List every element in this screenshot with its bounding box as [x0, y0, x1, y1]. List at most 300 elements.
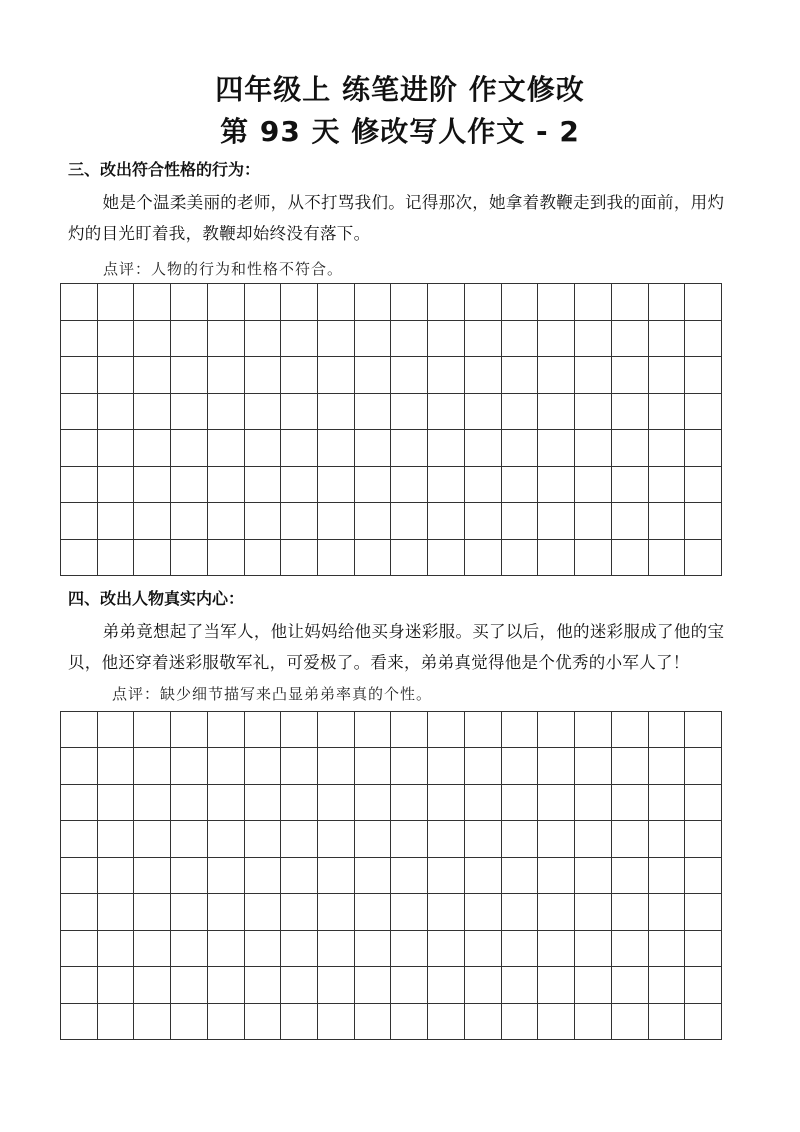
grid-cell[interactable] [61, 503, 98, 540]
grid-cell[interactable] [171, 821, 208, 857]
grid-cell[interactable] [538, 430, 575, 467]
grid-cell[interactable] [612, 540, 649, 577]
grid-cell[interactable] [575, 503, 612, 540]
grid-cell[interactable] [649, 357, 686, 394]
grid-cell[interactable] [61, 894, 98, 930]
grid-cell[interactable] [391, 540, 428, 577]
grid-cell[interactable] [318, 712, 355, 748]
grid-cell[interactable] [318, 284, 355, 321]
grid-cell[interactable] [575, 931, 612, 967]
grid-cell[interactable] [245, 467, 282, 504]
grid-cell[interactable] [98, 931, 135, 967]
grid-cell[interactable] [98, 894, 135, 930]
grid-cell[interactable] [538, 467, 575, 504]
grid-cell[interactable] [465, 357, 502, 394]
grid-cell[interactable] [685, 430, 722, 467]
grid-cell[interactable] [649, 503, 686, 540]
grid-cell[interactable] [134, 894, 171, 930]
grid-cell[interactable] [281, 1004, 318, 1040]
grid-cell[interactable] [355, 540, 392, 577]
grid-cell[interactable] [685, 321, 722, 358]
grid-cell[interactable] [134, 858, 171, 894]
grid-cell[interactable] [355, 894, 392, 930]
grid-cell[interactable] [575, 540, 612, 577]
grid-cell[interactable] [134, 321, 171, 358]
grid-cell[interactable] [465, 503, 502, 540]
grid-cell[interactable] [575, 430, 612, 467]
grid-cell[interactable] [649, 321, 686, 358]
grid-cell[interactable] [98, 748, 135, 784]
grid-cell[interactable] [318, 503, 355, 540]
grid-cell[interactable] [171, 785, 208, 821]
grid-cell[interactable] [502, 894, 539, 930]
grid-cell[interactable] [318, 321, 355, 358]
grid-cell[interactable] [465, 394, 502, 431]
grid-cell[interactable] [171, 430, 208, 467]
grid-cell[interactable] [685, 931, 722, 967]
grid-cell[interactable] [61, 931, 98, 967]
grid-cell[interactable] [318, 357, 355, 394]
grid-cell[interactable] [61, 467, 98, 504]
grid-cell[interactable] [428, 748, 465, 784]
grid-cell[interactable] [428, 858, 465, 894]
grid-cell[interactable] [502, 430, 539, 467]
grid-cell[interactable] [245, 821, 282, 857]
grid-cell[interactable] [281, 321, 318, 358]
grid-cell[interactable] [612, 967, 649, 1003]
grid-cell[interactable] [502, 748, 539, 784]
grid-cell[interactable] [61, 284, 98, 321]
grid-cell[interactable] [134, 357, 171, 394]
grid-cell[interactable] [61, 540, 98, 577]
grid-cell[interactable] [465, 967, 502, 1003]
grid-cell[interactable] [134, 540, 171, 577]
grid-cell[interactable] [98, 284, 135, 321]
grid-cell[interactable] [134, 967, 171, 1003]
grid-cell[interactable] [61, 1004, 98, 1040]
grid-cell[interactable] [245, 967, 282, 1003]
grid-cell[interactable] [575, 967, 612, 1003]
section4-writing-grid[interactable] [60, 711, 722, 1040]
grid-cell[interactable] [685, 1004, 722, 1040]
grid-cell[interactable] [98, 540, 135, 577]
grid-cell[interactable] [538, 540, 575, 577]
grid-cell[interactable] [685, 858, 722, 894]
grid-cell[interactable] [134, 931, 171, 967]
grid-cell[interactable] [134, 467, 171, 504]
grid-cell[interactable] [465, 284, 502, 321]
grid-cell[interactable] [171, 357, 208, 394]
grid-cell[interactable] [502, 858, 539, 894]
grid-cell[interactable] [98, 321, 135, 358]
grid-cell[interactable] [538, 821, 575, 857]
grid-cell[interactable] [355, 858, 392, 894]
grid-cell[interactable] [612, 357, 649, 394]
grid-cell[interactable] [465, 1004, 502, 1040]
grid-cell[interactable] [318, 540, 355, 577]
grid-cell[interactable] [281, 357, 318, 394]
grid-cell[interactable] [538, 357, 575, 394]
grid-cell[interactable] [465, 748, 502, 784]
grid-cell[interactable] [465, 821, 502, 857]
grid-cell[interactable] [465, 430, 502, 467]
grid-cell[interactable] [208, 357, 245, 394]
grid-cell[interactable] [245, 394, 282, 431]
grid-cell[interactable] [575, 821, 612, 857]
grid-cell[interactable] [355, 321, 392, 358]
grid-cell[interactable] [208, 321, 245, 358]
grid-cell[interactable] [538, 284, 575, 321]
grid-cell[interactable] [685, 503, 722, 540]
grid-cell[interactable] [575, 894, 612, 930]
grid-cell[interactable] [538, 931, 575, 967]
grid-cell[interactable] [98, 357, 135, 394]
grid-cell[interactable] [208, 821, 245, 857]
grid-cell[interactable] [98, 394, 135, 431]
grid-cell[interactable] [538, 894, 575, 930]
grid-cell[interactable] [685, 712, 722, 748]
grid-cell[interactable] [171, 894, 208, 930]
grid-cell[interactable] [134, 503, 171, 540]
grid-cell[interactable] [355, 967, 392, 1003]
grid-cell[interactable] [391, 967, 428, 1003]
grid-cell[interactable] [281, 503, 318, 540]
grid-cell[interactable] [355, 748, 392, 784]
grid-cell[interactable] [502, 931, 539, 967]
grid-cell[interactable] [649, 284, 686, 321]
grid-cell[interactable] [502, 503, 539, 540]
grid-cell[interactable] [134, 284, 171, 321]
grid-cell[interactable] [465, 712, 502, 748]
grid-cell[interactable] [208, 748, 245, 784]
grid-cell[interactable] [391, 321, 428, 358]
grid-cell[interactable] [245, 284, 282, 321]
grid-cell[interactable] [134, 1004, 171, 1040]
grid-cell[interactable] [649, 394, 686, 431]
grid-cell[interactable] [61, 748, 98, 784]
grid-cell[interactable] [245, 894, 282, 930]
grid-cell[interactable] [355, 394, 392, 431]
grid-cell[interactable] [208, 1004, 245, 1040]
grid-cell[interactable] [538, 503, 575, 540]
grid-cell[interactable] [685, 821, 722, 857]
grid-cell[interactable] [281, 712, 318, 748]
grid-cell[interactable] [612, 430, 649, 467]
grid-cell[interactable] [61, 858, 98, 894]
grid-cell[interactable] [171, 967, 208, 1003]
grid-cell[interactable] [502, 357, 539, 394]
grid-cell[interactable] [281, 821, 318, 857]
grid-cell[interactable] [391, 284, 428, 321]
grid-cell[interactable] [318, 931, 355, 967]
grid-cell[interactable] [428, 967, 465, 1003]
grid-cell[interactable] [245, 321, 282, 358]
grid-cell[interactable] [575, 467, 612, 504]
grid-cell[interactable] [465, 931, 502, 967]
grid-cell[interactable] [502, 712, 539, 748]
grid-cell[interactable] [685, 284, 722, 321]
grid-cell[interactable] [502, 321, 539, 358]
grid-cell[interactable] [318, 967, 355, 1003]
grid-cell[interactable] [649, 785, 686, 821]
grid-cell[interactable] [685, 357, 722, 394]
grid-cell[interactable] [318, 1004, 355, 1040]
grid-cell[interactable] [61, 712, 98, 748]
grid-cell[interactable] [538, 394, 575, 431]
grid-cell[interactable] [171, 467, 208, 504]
grid-cell[interactable] [281, 858, 318, 894]
grid-cell[interactable] [61, 785, 98, 821]
grid-cell[interactable] [538, 321, 575, 358]
grid-cell[interactable] [134, 821, 171, 857]
grid-cell[interactable] [612, 858, 649, 894]
grid-cell[interactable] [649, 430, 686, 467]
grid-cell[interactable] [98, 858, 135, 894]
grid-cell[interactable] [538, 858, 575, 894]
grid-cell[interactable] [355, 785, 392, 821]
grid-cell[interactable] [245, 858, 282, 894]
grid-cell[interactable] [355, 931, 392, 967]
grid-cell[interactable] [318, 785, 355, 821]
grid-cell[interactable] [61, 430, 98, 467]
grid-cell[interactable] [171, 712, 208, 748]
grid-cell[interactable] [391, 821, 428, 857]
grid-cell[interactable] [428, 785, 465, 821]
grid-cell[interactable] [685, 540, 722, 577]
grid-cell[interactable] [281, 430, 318, 467]
grid-cell[interactable] [428, 503, 465, 540]
grid-cell[interactable] [98, 1004, 135, 1040]
grid-cell[interactable] [649, 1004, 686, 1040]
grid-cell[interactable] [318, 467, 355, 504]
grid-cell[interactable] [245, 748, 282, 784]
grid-cell[interactable] [171, 503, 208, 540]
grid-cell[interactable] [465, 467, 502, 504]
grid-cell[interactable] [428, 430, 465, 467]
grid-cell[interactable] [465, 894, 502, 930]
grid-cell[interactable] [612, 321, 649, 358]
grid-cell[interactable] [355, 430, 392, 467]
grid-cell[interactable] [612, 931, 649, 967]
grid-cell[interactable] [318, 430, 355, 467]
grid-cell[interactable] [538, 1004, 575, 1040]
grid-cell[interactable] [612, 821, 649, 857]
grid-cell[interactable] [538, 748, 575, 784]
grid-cell[interactable] [208, 967, 245, 1003]
grid-cell[interactable] [649, 748, 686, 784]
grid-cell[interactable] [208, 394, 245, 431]
grid-cell[interactable] [612, 712, 649, 748]
grid-cell[interactable] [391, 430, 428, 467]
grid-cell[interactable] [281, 785, 318, 821]
grid-cell[interactable] [208, 712, 245, 748]
grid-cell[interactable] [281, 894, 318, 930]
grid-cell[interactable] [245, 357, 282, 394]
grid-cell[interactable] [134, 394, 171, 431]
grid-cell[interactable] [98, 503, 135, 540]
grid-cell[interactable] [612, 894, 649, 930]
grid-cell[interactable] [281, 540, 318, 577]
grid-cell[interactable] [318, 394, 355, 431]
grid-cell[interactable] [391, 894, 428, 930]
grid-cell[interactable] [575, 1004, 612, 1040]
grid-cell[interactable] [685, 967, 722, 1003]
grid-cell[interactable] [171, 1004, 208, 1040]
grid-cell[interactable] [355, 503, 392, 540]
grid-cell[interactable] [649, 894, 686, 930]
grid-cell[interactable] [171, 931, 208, 967]
grid-cell[interactable] [134, 785, 171, 821]
grid-cell[interactable] [245, 1004, 282, 1040]
grid-cell[interactable] [685, 394, 722, 431]
grid-cell[interactable] [685, 785, 722, 821]
section3-writing-grid[interactable] [60, 283, 722, 576]
grid-cell[interactable] [318, 748, 355, 784]
grid-cell[interactable] [538, 712, 575, 748]
grid-cell[interactable] [98, 821, 135, 857]
grid-cell[interactable] [428, 540, 465, 577]
grid-cell[interactable] [391, 748, 428, 784]
grid-cell[interactable] [171, 284, 208, 321]
grid-cell[interactable] [318, 894, 355, 930]
grid-cell[interactable] [281, 931, 318, 967]
grid-cell[interactable] [538, 967, 575, 1003]
grid-cell[interactable] [685, 467, 722, 504]
grid-cell[interactable] [318, 858, 355, 894]
grid-cell[interactable] [208, 284, 245, 321]
grid-cell[interactable] [575, 394, 612, 431]
grid-cell[interactable] [281, 467, 318, 504]
grid-cell[interactable] [208, 540, 245, 577]
grid-cell[interactable] [465, 321, 502, 358]
grid-cell[interactable] [575, 785, 612, 821]
grid-cell[interactable] [502, 1004, 539, 1040]
grid-cell[interactable] [318, 821, 355, 857]
grid-cell[interactable] [502, 540, 539, 577]
grid-cell[interactable] [355, 467, 392, 504]
grid-cell[interactable] [355, 1004, 392, 1040]
grid-cell[interactable] [355, 284, 392, 321]
grid-cell[interactable] [612, 1004, 649, 1040]
grid-cell[interactable] [208, 894, 245, 930]
grid-cell[interactable] [391, 858, 428, 894]
grid-cell[interactable] [465, 785, 502, 821]
grid-cell[interactable] [171, 321, 208, 358]
grid-cell[interactable] [649, 931, 686, 967]
grid-cell[interactable] [391, 394, 428, 431]
grid-cell[interactable] [649, 467, 686, 504]
grid-cell[interactable] [502, 394, 539, 431]
grid-cell[interactable] [134, 712, 171, 748]
grid-cell[interactable] [61, 394, 98, 431]
grid-cell[interactable] [428, 821, 465, 857]
grid-cell[interactable] [502, 284, 539, 321]
grid-cell[interactable] [208, 430, 245, 467]
grid-cell[interactable] [612, 503, 649, 540]
grid-cell[interactable] [391, 712, 428, 748]
grid-cell[interactable] [245, 712, 282, 748]
grid-cell[interactable] [502, 821, 539, 857]
grid-cell[interactable] [355, 357, 392, 394]
grid-cell[interactable] [649, 540, 686, 577]
grid-cell[interactable] [575, 284, 612, 321]
grid-cell[interactable] [61, 821, 98, 857]
grid-cell[interactable] [612, 394, 649, 431]
grid-cell[interactable] [61, 967, 98, 1003]
grid-cell[interactable] [171, 394, 208, 431]
grid-cell[interactable] [391, 931, 428, 967]
grid-cell[interactable] [391, 357, 428, 394]
grid-cell[interactable] [428, 712, 465, 748]
grid-cell[interactable] [502, 967, 539, 1003]
grid-cell[interactable] [428, 467, 465, 504]
grid-cell[interactable] [98, 430, 135, 467]
grid-cell[interactable] [538, 785, 575, 821]
grid-cell[interactable] [575, 321, 612, 358]
grid-cell[interactable] [465, 858, 502, 894]
grid-cell[interactable] [649, 967, 686, 1003]
grid-cell[interactable] [391, 503, 428, 540]
grid-cell[interactable] [61, 321, 98, 358]
grid-cell[interactable] [502, 467, 539, 504]
grid-cell[interactable] [245, 931, 282, 967]
grid-cell[interactable] [465, 540, 502, 577]
grid-cell[interactable] [612, 748, 649, 784]
grid-cell[interactable] [98, 712, 135, 748]
grid-cell[interactable] [428, 931, 465, 967]
grid-cell[interactable] [245, 430, 282, 467]
grid-cell[interactable] [428, 321, 465, 358]
grid-cell[interactable] [208, 931, 245, 967]
grid-cell[interactable] [428, 394, 465, 431]
grid-cell[interactable] [281, 284, 318, 321]
grid-cell[interactable] [428, 284, 465, 321]
grid-cell[interactable] [171, 540, 208, 577]
grid-cell[interactable] [245, 540, 282, 577]
grid-cell[interactable] [134, 748, 171, 784]
grid-cell[interactable] [98, 967, 135, 1003]
grid-cell[interactable] [575, 712, 612, 748]
grid-cell[interactable] [281, 394, 318, 431]
grid-cell[interactable] [61, 357, 98, 394]
grid-cell[interactable] [208, 785, 245, 821]
grid-cell[interactable] [355, 821, 392, 857]
grid-cell[interactable] [685, 748, 722, 784]
grid-cell[interactable] [355, 712, 392, 748]
grid-cell[interactable] [208, 858, 245, 894]
grid-cell[interactable] [502, 785, 539, 821]
grid-cell[interactable] [134, 430, 171, 467]
grid-cell[interactable] [391, 467, 428, 504]
grid-cell[interactable] [575, 748, 612, 784]
grid-cell[interactable] [208, 467, 245, 504]
grid-cell[interactable] [281, 748, 318, 784]
grid-cell[interactable] [612, 284, 649, 321]
grid-cell[interactable] [208, 503, 245, 540]
grid-cell[interactable] [575, 858, 612, 894]
grid-cell[interactable] [428, 357, 465, 394]
grid-cell[interactable] [245, 785, 282, 821]
grid-cell[interactable] [245, 503, 282, 540]
grid-cell[interactable] [685, 894, 722, 930]
grid-cell[interactable] [171, 858, 208, 894]
grid-cell[interactable] [575, 357, 612, 394]
grid-cell[interactable] [428, 1004, 465, 1040]
grid-cell[interactable] [612, 467, 649, 504]
grid-cell[interactable] [391, 785, 428, 821]
grid-cell[interactable] [649, 821, 686, 857]
grid-cell[interactable] [98, 467, 135, 504]
